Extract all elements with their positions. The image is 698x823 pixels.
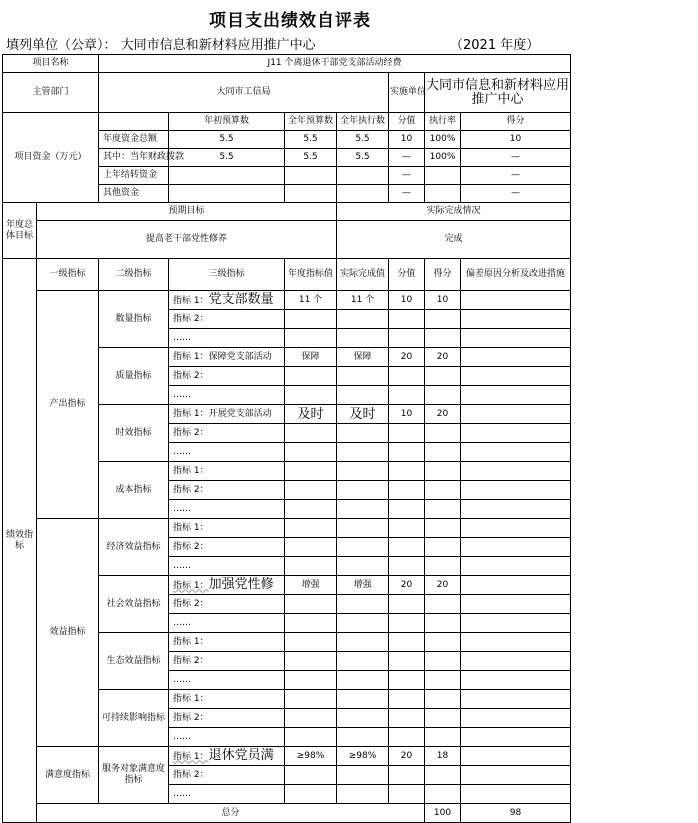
level2-economic: 经济效益指标 xyxy=(99,519,169,576)
indicator-name: …… xyxy=(169,785,285,804)
level2-ecological: 生态效益指标 xyxy=(99,633,169,690)
funds-value xyxy=(337,185,389,203)
funds-value: 5.5 xyxy=(285,131,337,149)
funds-header: 分值 xyxy=(389,113,425,131)
indicator-name: 指标 2： xyxy=(169,310,285,329)
indicator-name: …… xyxy=(169,443,285,462)
dept: 大同市工信局 xyxy=(99,73,389,113)
perf-header: 得分 xyxy=(425,259,461,291)
funds-rate: 100% xyxy=(425,131,461,149)
funds-value xyxy=(169,167,285,185)
goal-actual-label: 实际完成情况 xyxy=(337,203,571,221)
goal-label: 年度总体目标 xyxy=(3,203,37,259)
indicator-name: 指标 1：党支部数量 xyxy=(169,291,285,310)
target-value: 11 个 xyxy=(285,291,337,310)
goal-actual: 完成 xyxy=(337,221,571,259)
level1-satisfaction: 满意度指标 xyxy=(37,747,99,804)
table-row xyxy=(3,291,571,310)
funds-score: 10 xyxy=(389,131,425,149)
indicator-name: …… xyxy=(169,386,285,405)
got: 20 xyxy=(425,576,461,595)
funds-row-label: 其中：当年财政拨款 xyxy=(99,149,169,167)
funds-rate xyxy=(425,167,461,185)
level2-timeliness: 时效指标 xyxy=(99,405,169,462)
evaluation-table xyxy=(2,54,571,823)
deviation xyxy=(461,576,571,595)
table-row xyxy=(3,519,571,538)
level1-output: 产出指标 xyxy=(37,291,99,519)
level2-quantity: 数量指标 xyxy=(99,291,169,348)
funds-value: 5.5 xyxy=(337,149,389,167)
funds-got: — xyxy=(461,149,571,167)
level2-cost: 成本指标 xyxy=(99,462,169,519)
funds-row-label: 上年结转资金 xyxy=(99,167,169,185)
funds-row-label: 其他资金 xyxy=(99,185,169,203)
dept-label: 主管部门 xyxy=(3,73,99,113)
deviation xyxy=(461,291,571,310)
indicator-name: …… xyxy=(169,329,285,348)
indicator-name: 指标 2： xyxy=(169,652,285,671)
funds-value xyxy=(285,167,337,185)
indicator-name: 指标 2： xyxy=(169,595,285,614)
indicator-name: 指标 2： xyxy=(169,424,285,443)
table-row xyxy=(3,747,571,766)
funds-value xyxy=(285,185,337,203)
level1-effect: 效益指标 xyxy=(37,519,99,747)
perf-header: 三级指标 xyxy=(169,259,285,291)
total-got: 98 xyxy=(461,804,571,823)
indicator-name: …… xyxy=(169,671,285,690)
target-value: 增强 xyxy=(285,576,337,595)
funds-value: 5.5 xyxy=(285,149,337,167)
score: 20 xyxy=(389,348,425,367)
score: 10 xyxy=(389,291,425,310)
funds-rate xyxy=(425,185,461,203)
blank-cell xyxy=(99,113,169,131)
page-title: 项目支出绩效自评表 xyxy=(209,11,371,31)
funds-score: — xyxy=(389,185,425,203)
total-label: 总分 xyxy=(37,804,425,823)
got: 20 xyxy=(425,348,461,367)
indicator-name: 指标 2： xyxy=(169,709,285,728)
unit-label: 填列单位（公章）： xyxy=(6,38,117,53)
indicator-name: …… xyxy=(169,728,285,747)
indicator-name: …… xyxy=(169,557,285,576)
indicator-name: 指标 2： xyxy=(169,538,285,557)
level2-social: 社会效益指标 xyxy=(99,576,169,633)
indicator-name: 指标 1：加强党性修 xyxy=(169,576,285,595)
got: 10 xyxy=(425,291,461,310)
indicator-name: 指标 1： xyxy=(169,462,285,481)
got: 18 xyxy=(425,747,461,766)
goal-expected-label: 预期目标 xyxy=(37,203,337,221)
target-value: 保障 xyxy=(285,348,337,367)
actual-value: 及时 xyxy=(337,405,389,424)
target-value: 及时 xyxy=(285,405,337,424)
funds-value: 5.5 xyxy=(169,149,285,167)
funds-score: — xyxy=(389,167,425,185)
indicator-name: 指标 1： xyxy=(169,690,285,709)
actual-value: 保障 xyxy=(337,348,389,367)
target-value: ≥98% xyxy=(285,747,337,766)
indicator-name: …… xyxy=(169,500,285,519)
funds-header: 年初预算数 xyxy=(169,113,285,131)
actual-value: ≥98% xyxy=(337,747,389,766)
funds-rate: 100% xyxy=(425,149,461,167)
project-name-label: 项目名称 xyxy=(3,55,99,73)
goal-expected: 提高老干部党性修养 xyxy=(37,221,337,259)
indicator-name: 指标 1： xyxy=(169,633,285,652)
funds-header: 执行率 xyxy=(425,113,461,131)
year: （2021 年度） xyxy=(450,38,540,53)
funds-score: — xyxy=(389,149,425,167)
actual-value: 增强 xyxy=(337,576,389,595)
funds-got: — xyxy=(461,185,571,203)
deviation xyxy=(461,747,571,766)
deviation xyxy=(461,348,571,367)
funds-header: 得分 xyxy=(461,113,571,131)
perf-header: 年度指标值 xyxy=(285,259,337,291)
score: 20 xyxy=(389,747,425,766)
funds-value: 5.5 xyxy=(337,131,389,149)
funds-row-label: 年度资金总额 xyxy=(99,131,169,149)
funds-header: 全年执行数 xyxy=(337,113,389,131)
impl: 大同市信息和新材料应用推广中心 xyxy=(425,73,571,113)
indicator-name: 指标 2： xyxy=(169,766,285,785)
level2-quality: 质量指标 xyxy=(99,348,169,405)
funds-value xyxy=(337,167,389,185)
total-row xyxy=(3,804,571,823)
indicator-name: 指标 1：开展党支部活动 xyxy=(169,405,285,424)
deviation xyxy=(461,405,571,424)
funds-value: 5.5 xyxy=(169,131,285,149)
funds-label: 项目资金（万元） xyxy=(3,113,99,203)
project-name: J11 个离退休干部党支部活动经费 xyxy=(99,55,571,73)
funds-got: — xyxy=(461,167,571,185)
funds-got: 10 xyxy=(461,131,571,149)
score: 10 xyxy=(389,405,425,424)
indicator-name: 指标 2： xyxy=(169,367,285,386)
funds-header: 全年预算数 xyxy=(285,113,337,131)
indicator-name: …… xyxy=(169,614,285,633)
indicator-name: 指标 2： xyxy=(169,481,285,500)
score: 20 xyxy=(389,576,425,595)
got: 20 xyxy=(425,405,461,424)
unit-line xyxy=(6,34,540,53)
impl-label: 实施单位 xyxy=(389,73,425,113)
perf-header: 实际完成值 xyxy=(337,259,389,291)
perf-header: 一级指标 xyxy=(37,259,99,291)
level2-service: 服务对象满意度指标 xyxy=(99,747,169,804)
actual-value: 11 个 xyxy=(337,291,389,310)
level2-sustainable: 可持续影响指标 xyxy=(99,690,169,747)
total-score: 100 xyxy=(425,804,461,823)
perf-label: 绩效指标 xyxy=(3,259,37,823)
indicator-name: 指标 1：退休党员满 xyxy=(169,747,285,766)
perf-header: 二级指标 xyxy=(99,259,169,291)
perf-header: 偏差原因分析及改进措施 xyxy=(461,259,571,291)
indicator-name: 指标 1：保障党支部活动 xyxy=(169,348,285,367)
indicator-name: 指标 1： xyxy=(169,519,285,538)
perf-header: 分值 xyxy=(389,259,425,291)
funds-value xyxy=(169,185,285,203)
unit-name: 大同市信息和新材料应用推广中心 xyxy=(120,38,316,53)
